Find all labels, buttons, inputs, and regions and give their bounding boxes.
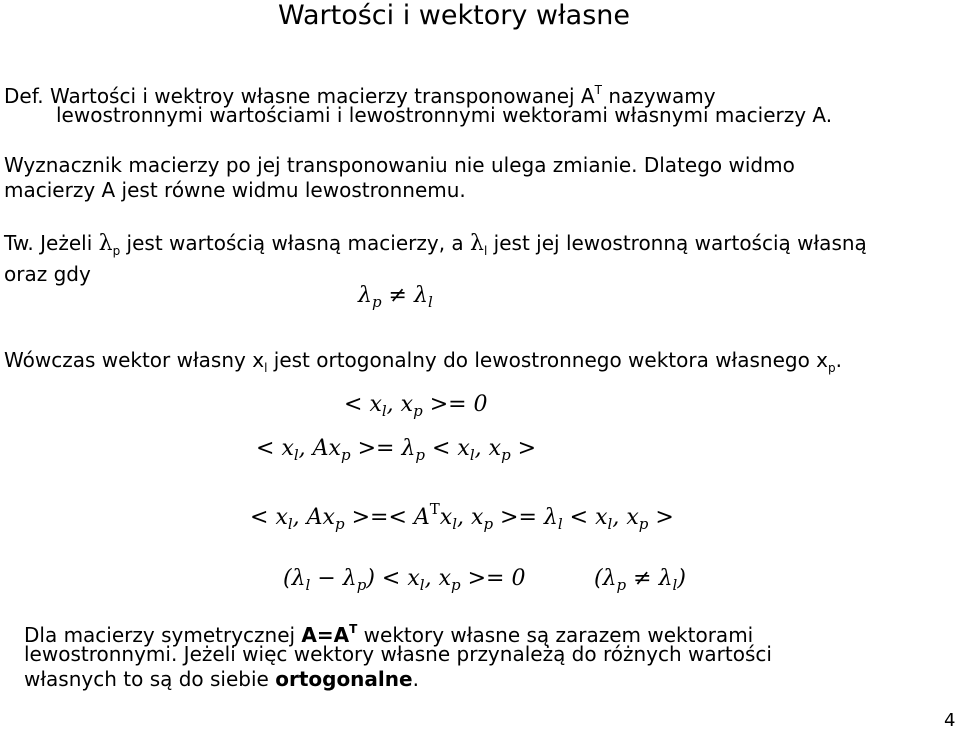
symmetric-line-1: Dla macierzy symetrycznej $A=A^T$ wektory własne są zarazem wektorami <box>24 622 754 647</box>
theorem-line-2: oraz gdy <box>4 262 91 286</box>
definition-line-2: lewostronnymi wartościami i lewostronnymi wektorami własnymi macierzy A. <box>56 103 833 127</box>
equation-3-condition: $(\lambda_p \ne \lambda_l)$ <box>594 566 686 594</box>
equation-2: < $x_l$, $Ax_p$ >=< $A^Tx_l$, $x_p >= \lambda_l < x_l$, $x_p$ > <box>250 500 674 533</box>
equation-orthogonality: < $x_l$, $x_p >= 0$ <box>344 392 488 420</box>
page-title: Wartości i wektory własne <box>278 0 630 31</box>
determinant-line-2: macierzy A jest równe widmu lewostronnemu. <box>4 178 466 202</box>
equation-1: < $x_l$, $Ax_p >= \lambda_p < x_l$, $x_p$ > <box>256 436 537 464</box>
theorem-line-1: Tw. Jeżeli $\lambda_p$ jest wartością własną macierzy, a $\lambda_l$ jest jej lewostronną wartością własną <box>4 231 867 258</box>
symmetric-line-3: własnych to są do siebie ortogonalne. <box>24 667 419 691</box>
equation-neq: $\lambda_p \ne \lambda_l$ <box>358 283 433 311</box>
definition-line-1: Def. Wartości i wektroy własne macierzy transponowanej $A^T$ nazywamy <box>4 83 716 108</box>
determinant-line-1: Wyznacznik macierzy po jej transponowaniu nie ulega zmianie. Dlatego widmo <box>4 153 795 177</box>
page-number: 4 <box>944 710 956 731</box>
equation-3: $(\lambda_l - \lambda_p) < x_l$, $x_p >= 0$ <box>283 566 526 594</box>
symmetric-line-2: lewostronnymi. Jeżeli więc wektory własne przynależą do różnych wartości <box>24 642 772 666</box>
conclusion-line: Wówczas wektor własny $x_l$ jest ortogonalny do lewostronnego wektora własnego $x_p$. <box>4 348 843 375</box>
